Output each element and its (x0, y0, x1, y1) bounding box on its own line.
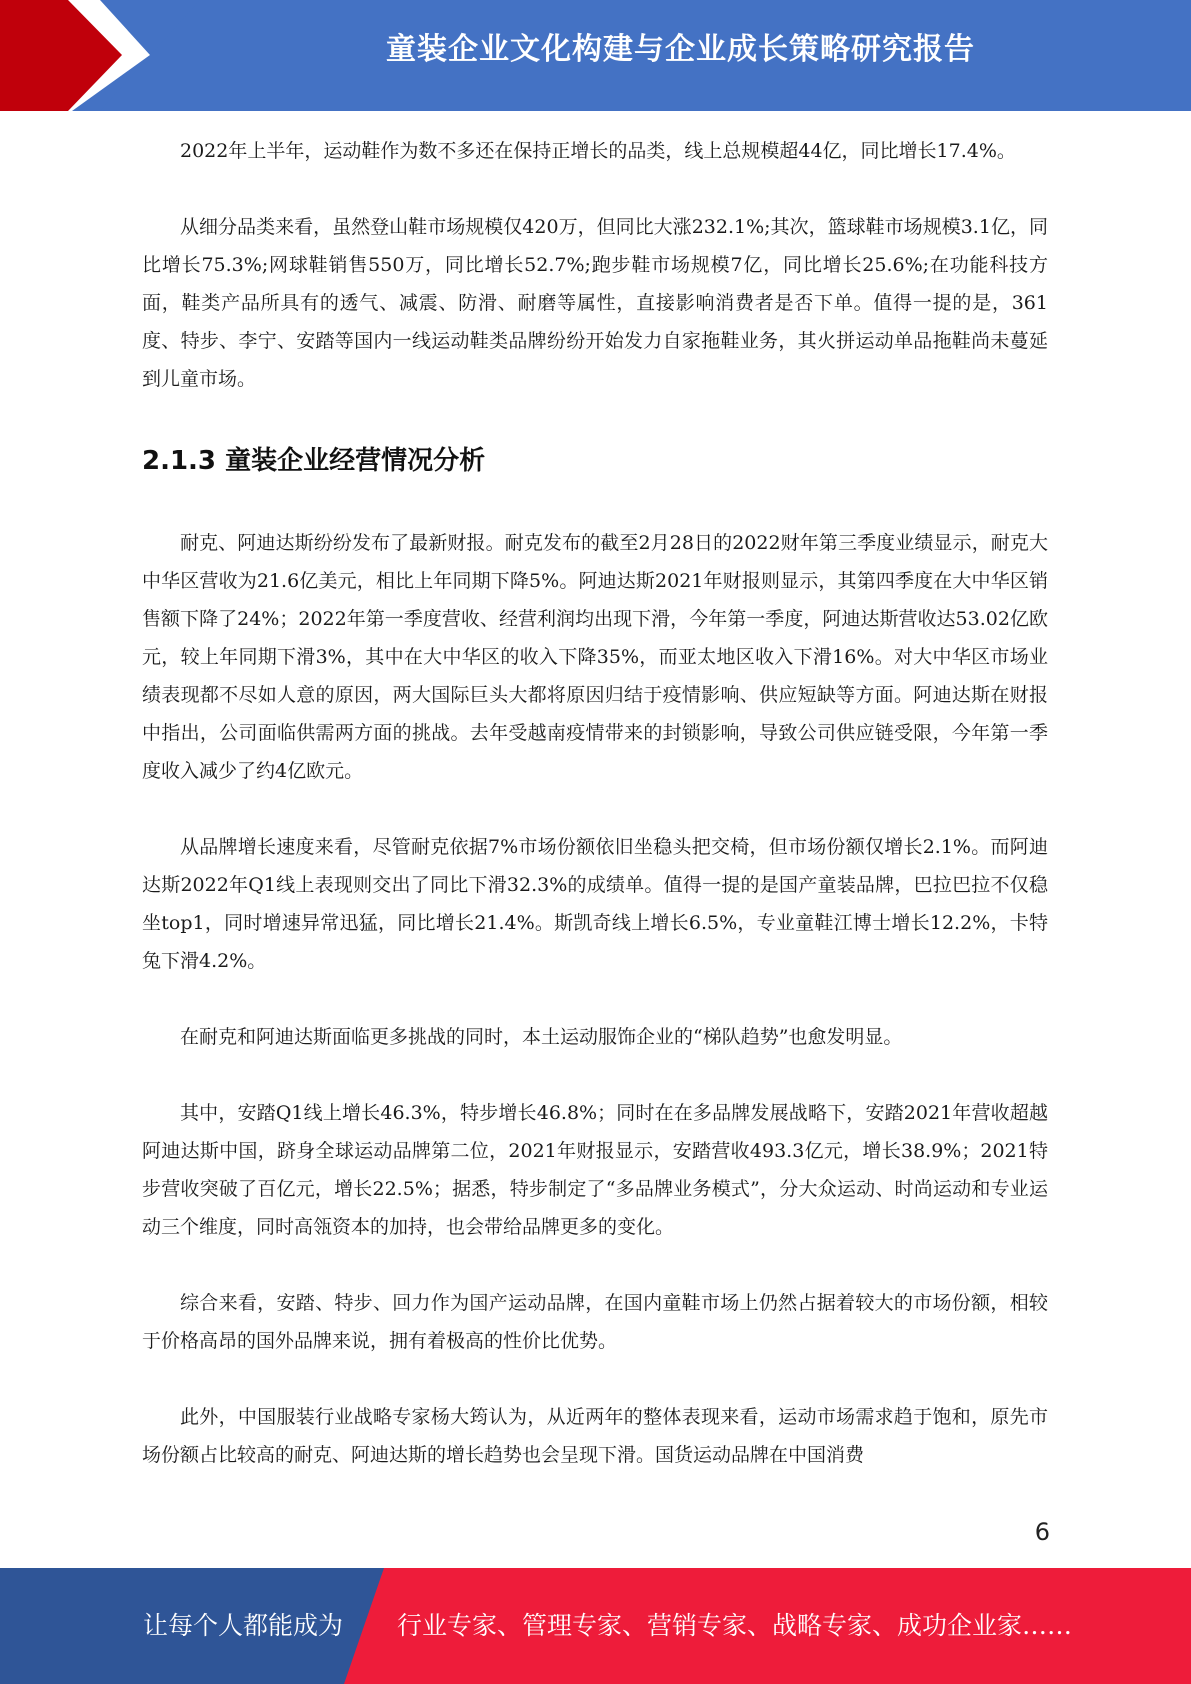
paragraph-anta-xtep: 其中，安踏Q1线上增长46.3%，特步增长46.8%；同时在在多品牌发展战略下，安踏2021年营收超越阿迪达斯中国，跻身全球运动品牌第二位，2021年财报显示，安踏营收493.3亿元，增长38.9%；2021特步营收突破了百亿元，增长22.5%；据悉，特步制定了“多品牌业务模式”，分大众运动、时尚运动和专业运动三个维度，同时高瓴资本的加持，也会带给品牌更多的变化。 (142, 1102, 1048, 1238)
footer-slogan-right: 行业专家、管理专家、营销专家、战略专家、成功企业家…… (397, 1611, 1073, 1640)
section-heading: 2.1.3 童装企业经营情况分析 (142, 446, 486, 476)
footer-slogan-left: 让每个人都能成为 (143, 1611, 344, 1640)
report-title: 童装企业文化构建与企业成长策略研究报告 (386, 32, 975, 67)
paragraph-expert-opinion: 此外，中国服装行业战略专家杨大筠认为，从近两年的整体表现来看，运动市场需求趋于饱和，原先市场份额占比较高的耐克、阿迪达斯的增长趋势也会呈现下滑。国货运动品牌在中国消费 (142, 1406, 1048, 1466)
page-header (0, 0, 1191, 111)
page-number: 6 (1034, 1518, 1050, 1546)
paragraph-brand-growth: 从品牌增长速度来看，尽管耐克依据7%市场份额依旧坐稳头把交椅，但市场份额仅增长2.1%。而阿迪达斯2022年Q1线上表现则交出了同比下滑32.3%的成绩单。值得一提的是国产童装品牌，巴拉巴拉不仅稳坐top1，同时增速异常迅猛，同比增长21.4%。斯凯奇线上增长6.5%，专业童鞋江博士增长12.2%，卡特兔下滑4.2%。 (142, 836, 1048, 972)
main-content (142, 132, 1048, 1512)
paragraph-sneakers-overview: 2022年上半年，运动鞋作为数不多还在保持正增长的品类，线上总规模超44亿，同比增长17.4%。 (180, 140, 1016, 162)
paragraph-local-brands: 在耐克和阿迪达斯面临更多挑战的同时，本土运动服饰企业的“梯队趋势”也愈发明显。 (180, 1026, 903, 1048)
paragraph-summary: 综合来看，安踏、特步、回力作为国产运动品牌，在国内童鞋市场上仍然占据着较大的市场份额，相较于价格高昂的国外品牌来说，拥有着极高的性价比优势。 (142, 1292, 1048, 1352)
paragraph-financial-reports: 耐克、阿迪达斯纷纷发布了最新财报。耐克发布的截至2月28日的2022财年第三季度业绩显示，耐克大中华区营收为21.6亿美元，相比上年同期下降5%。阿迪达斯2021年财报则显示，其第四季度在大中华区销售额下降了24%；2022年第一季度营收、经营利润均出现下滑，今年第一季度，阿迪达斯营收达53.02亿欧元，较上年同期下滑3%，其中在大中华区的收入下降35%，而亚太地区收入下滑16%。对大中华区市场业绩表现都不尽如人意的原因，两大国际巨头大都将原因归结于疫情影响、供应短缺等方面。阿迪达斯在财报中指出，公司面临供需两方面的挑战。去年受越南疫情带来的封锁影响，导致公司供应链受限，今年第一季度收入减少了约4亿欧元。 (142, 532, 1048, 782)
page-footer (0, 1568, 1191, 1684)
paragraph-subcategories: 从细分品类来看，虽然登山鞋市场规模仅420万，但同比大涨232.1%;其次，篮球鞋市场规模3.1亿，同比增长75.3%;网球鞋销售550万，同比增长52.7%;跑步鞋市场规模7亿，同比增长25.6%;在功能科技方面，鞋类产品所具有的透气、减震、防滑、耐磨等属性，直接影响消费者是否下单。值得一提的是，361度、特步、李宁、安踏等国内一线运动鞋类品牌纷纷开始发力自家拖鞋业务，其火拼运动单品拖鞋尚未蔓延到儿童市场。 (142, 216, 1048, 390)
